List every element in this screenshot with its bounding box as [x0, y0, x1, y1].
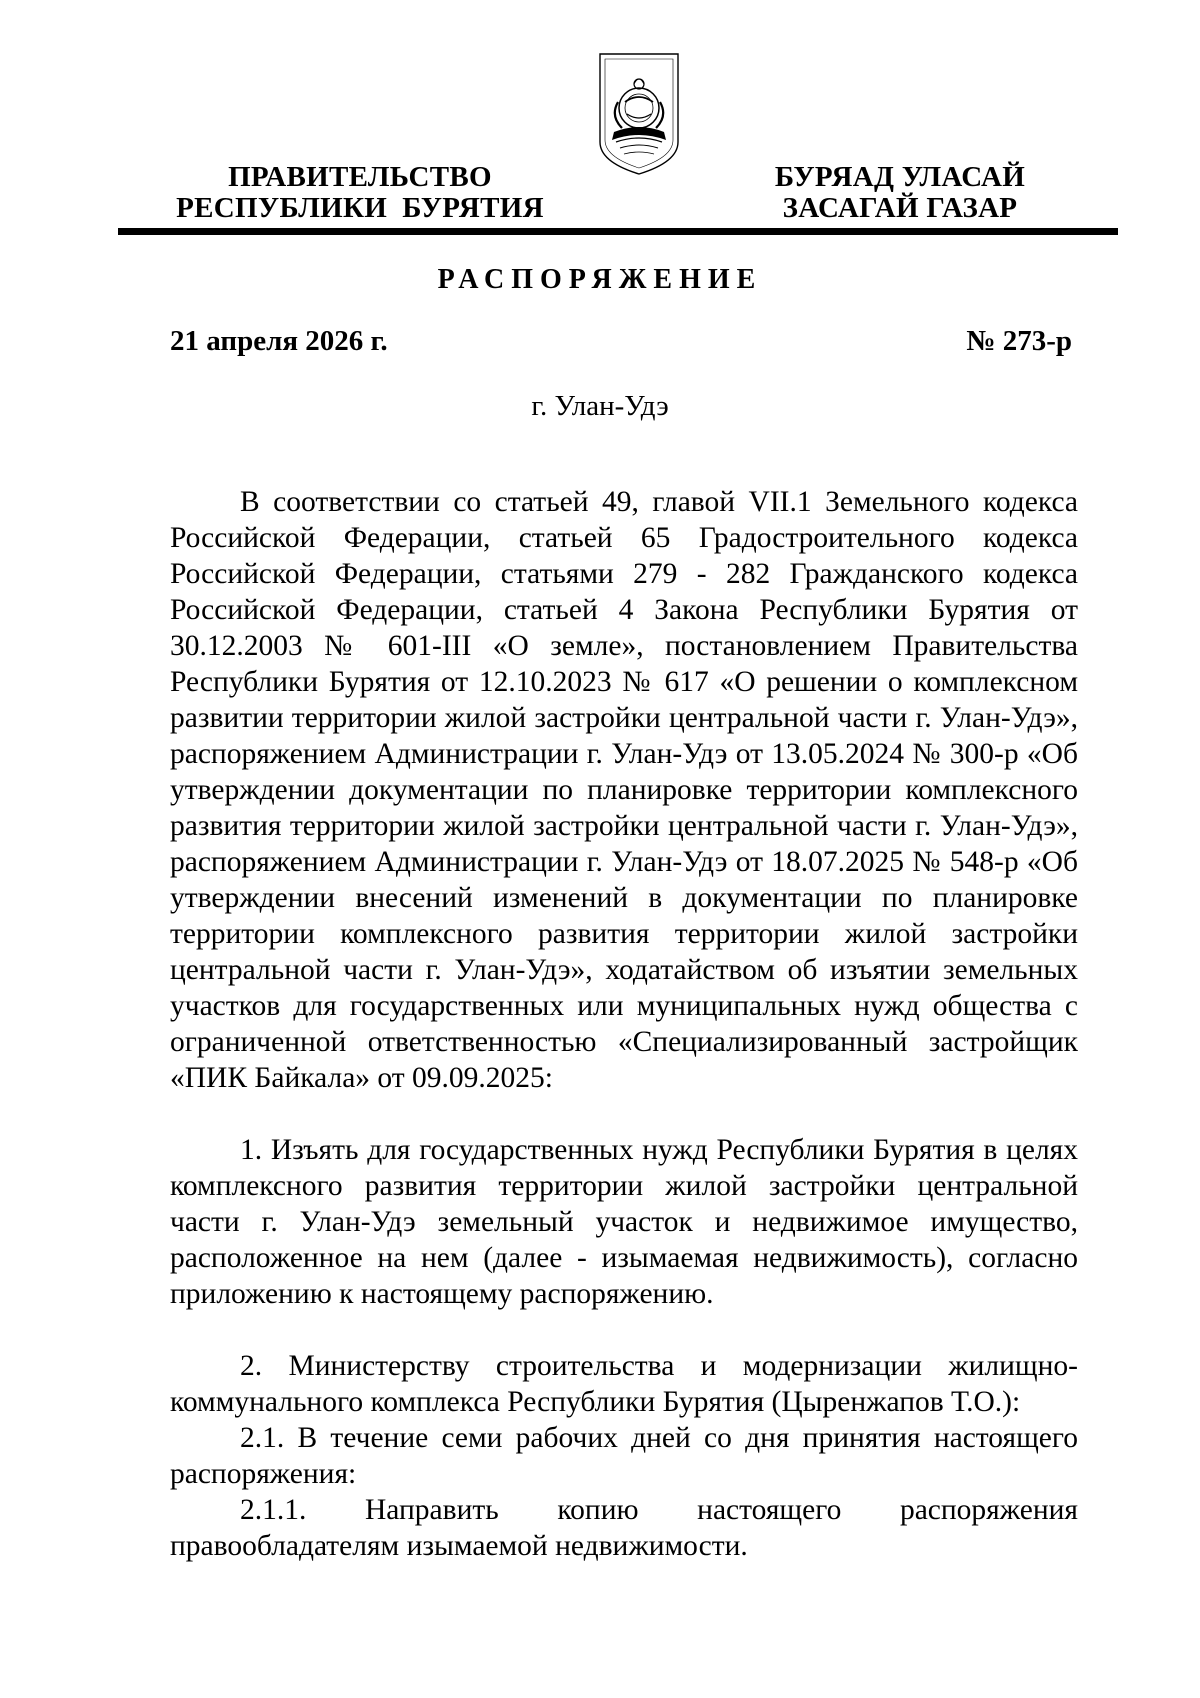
document-city: г. Улан-Удэ	[531, 390, 669, 422]
document-body	[170, 484, 1078, 1564]
preamble-paragraph: В соответствии со статьей 49, главой VII.1 Земельного кодекса Российской Федерации, статьей 65 Градостроительного кодекса Российской Федерации, статьями 279 - 282 Гражданского кодекса Российской Федерации, статьей 4 Закона Республики Бурятия от 30.12.2003 № 601-III «О земле», постановлением Правительства Республики Бурятия от 12.10.2023 № 617 «О решении о комплексном развитии территории жилой застройки центральной части г. Улан-Удэ», распоряжением Администрации г. Улан-Удэ от 13.05.2024 № 300-р «Об утверждении документации по планировке территории комплексного развития территории жилой застройки центральной части г. Улан-Удэ», распоряжением Администрации г. Улан-Удэ от 18.07.2025 № 548-р «Об утверждении внесений изменений в документации по планировке территории комплексного развития территории жилой застройки центральной части г. Улан-Удэ», ходатайством об изъятии земельных участков для государственных или муниципальных нужд общества с ограниченной ответственностью «Специализированный застройщик «ПИК Байкала» от 09.09.2025:	[170, 486, 1078, 1094]
document-date: 21 апреля 2026 г.	[170, 325, 388, 357]
header-divider	[118, 228, 1118, 235]
government-name-russian-line2: РЕСПУБЛИКИ БУРЯТИЯ	[176, 192, 544, 224]
government-name-russian-line1: ПРАВИТЕЛЬСТВО	[228, 161, 492, 193]
government-name-buryat-line1: БУРЯАД УЛАСАЙ	[774, 161, 1026, 193]
item-2-1-1-paragraph: 2.1.1. Направить копию настоящего распоряжения правообладателям изымаемой недвижимости.	[170, 1494, 1078, 1562]
government-name-buryat-line2: ЗАСАГАЙ ГАЗАР	[782, 192, 1018, 224]
item-2-paragraph: 2. Министерству строительства и модернизации жилищно-коммунального комплекса Республики Бурятия (Цыренжапов Т.О.):	[170, 1350, 1078, 1418]
coat-of-arms-of-buryatia-icon	[594, 50, 684, 178]
document-number: № 273-р	[966, 325, 1072, 357]
government-name-russian	[150, 162, 570, 224]
document-type-title: РАСПОРЯЖЕНИЕ	[437, 264, 763, 295]
item-1-paragraph: 1. Изъять для государственных нужд Республики Бурятия в целях комплексного развития территории жилой застройки центральной части г. Улан-Удэ земельный участок и недвижимое имущество, расположенное на нем (далее - изымаемая недвижимость), согласно приложению к настоящему распоряжению.	[170, 1134, 1078, 1310]
government-name-buryat	[740, 162, 1060, 224]
item-2-1-paragraph: 2.1. В течение семи рабочих дней со дня принятия настоящего распоряжения:	[170, 1422, 1078, 1490]
